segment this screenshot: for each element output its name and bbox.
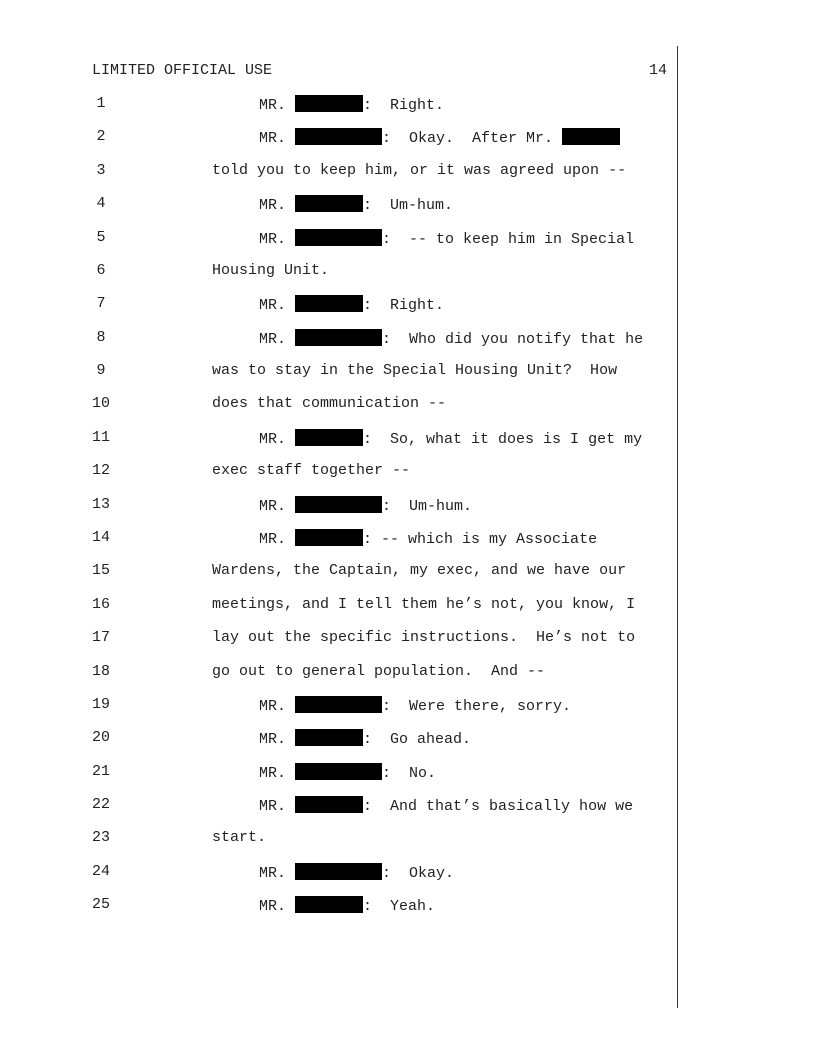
speaker-line [259,329,643,348]
redacted-name [295,229,382,246]
redacted-name [295,863,382,880]
transcript-line [0,162,680,182]
line-number: 24 [91,862,110,880]
speaker-separator: : [363,97,391,114]
line-number: 17 [91,629,110,647]
speaker-title: MR. [259,697,296,715]
speaker-line [259,863,454,882]
speech-text: -- which is my Associate [381,530,598,548]
line-number: 13 [91,495,110,513]
line-number: 1 [96,95,106,112]
redacted-name [295,896,363,913]
transcript-line [0,195,680,215]
speaker-title: MR. [259,97,296,114]
continuation-text: Housing Unit. [212,261,330,279]
line-number: 2 [96,128,106,146]
continuation-text: does that communication -- [212,395,447,413]
speaker-title: MR. [259,864,296,882]
transcript-line [0,128,680,148]
speaker-separator: : [382,130,410,148]
transcript-line [0,529,680,549]
line-number: 19 [91,695,110,713]
line-number: 5 [96,228,106,246]
speaker-separator: : [382,330,410,348]
speaker-title: MR. [259,297,296,315]
speech-text: Okay. After Mr. [409,130,563,148]
speaker-title: MR. [259,798,296,815]
line-number: 12 [91,462,110,480]
redacted-name [295,429,363,446]
redacted-name [295,95,363,112]
line-number: 3 [96,161,106,179]
speaker-title: MR. [259,731,296,749]
line-number: 22 [91,796,110,813]
speaker-line [259,763,436,782]
continuation-text: exec staff together -- [212,462,411,480]
transcript-line [0,395,680,415]
speech-text: Were there, sorry. [409,697,572,715]
speaker-separator: : [382,497,410,515]
transcript-line [0,596,680,616]
speaker-separator: : [363,430,391,448]
speech-text: -- to keep him in Special [409,230,635,248]
speaker-line [259,95,444,114]
speaker-line [259,896,435,915]
line-number: 11 [91,428,110,446]
speaker-title: MR. [259,898,296,916]
transcript-line [0,896,680,916]
line-number: 9 [96,362,106,379]
speaker-separator: : [382,764,410,782]
continuation-text: lay out the specific instructions. He’s not to [212,629,636,647]
redacted-name [295,796,363,813]
line-number: 18 [91,662,110,680]
speaker-title: MR. [259,430,296,448]
speaker-line [259,529,597,548]
speaker-separator: : [382,697,410,715]
transcript-line [0,696,680,716]
transcript-line [0,863,680,883]
speaker-separator: : [363,798,391,815]
speaker-title: MR. [259,197,296,215]
line-number: 15 [91,562,110,580]
transcript-line [0,229,680,249]
speaker-title: MR. [259,530,296,548]
speech-text: No. [409,764,437,782]
redacted-name [562,128,620,145]
continuation-text: start. [212,829,267,847]
line-number: 16 [91,595,110,613]
speaker-line [259,696,571,715]
speaker-line [259,729,471,748]
speaker-line [259,229,634,248]
transcript-line [0,362,680,382]
line-number: 8 [96,328,106,346]
speaker-line [259,429,642,448]
speaker-separator: : [363,297,391,315]
line-number: 6 [96,261,106,279]
continuation-text: told you to keep him, or it was agreed upon -- [212,161,627,179]
redacted-name [295,696,382,713]
speaker-title: MR. [259,764,296,782]
transcript-line [0,95,680,115]
speaker-separator: : [363,197,391,215]
continuation-text: Wardens, the Captain, my exec, and we have our [212,562,627,580]
redacted-name [295,763,382,780]
line-number: 25 [91,896,110,914]
transcript-line [0,729,680,749]
speech-text: Yeah. [390,898,436,916]
speaker-separator: : [363,530,382,548]
speaker-separator: : [363,898,391,916]
speaker-title: MR. [259,130,296,148]
line-number: 4 [96,195,106,213]
transcript-line [0,262,680,282]
speaker-line [259,128,620,147]
speaker-separator: : [363,731,391,749]
redacted-name [295,295,363,312]
continuation-text: meetings, and I tell them he’s not, you know, I [212,595,636,613]
speech-text: Um-hum. [409,497,473,515]
line-number: 14 [91,528,110,546]
line-number: 7 [96,295,106,313]
page-number: 14 [648,62,667,79]
speaker-line [259,295,444,314]
transcript-line [0,562,680,582]
speaker-line [259,496,472,515]
continuation-text: was to stay in the Special Housing Unit? How [212,362,618,379]
speaker-title: MR. [259,230,296,248]
speech-text: Right. [390,97,445,114]
speech-text: So, what it does is I get my [390,430,643,448]
line-number: 10 [91,395,110,413]
transcript-line [0,429,680,449]
speech-text: Okay. [409,864,455,882]
speech-text: Um-hum. [390,197,454,215]
line-number: 23 [91,829,110,847]
transcript-line [0,796,680,816]
speech-text: Who did you notify that he [409,330,644,348]
transcript-line [0,462,680,482]
classification-header: LIMITED OFFICIAL USE [92,62,273,79]
transcript-line [0,295,680,315]
speech-text: Right. [390,297,445,315]
transcript-line [0,829,680,849]
speaker-title: MR. [259,497,296,515]
redacted-name [295,195,363,212]
speech-text: Go ahead. [390,731,472,749]
speaker-line [259,796,633,815]
transcript-line [0,629,680,649]
transcript-line [0,663,680,683]
redacted-name [295,496,382,513]
transcript-line [0,496,680,516]
transcript-line [0,329,680,349]
line-number: 21 [91,762,110,780]
speaker-line [259,195,453,214]
redacted-name [295,729,363,746]
speaker-title: MR. [259,330,296,348]
redacted-name [295,329,382,346]
speech-text: And that’s basically how we [390,798,634,815]
speaker-separator: : [382,230,410,248]
continuation-text: go out to general population. And -- [212,662,546,680]
redacted-name [295,529,363,546]
redacted-name [295,128,382,145]
transcript-line [0,763,680,783]
line-number: 20 [91,729,110,747]
speaker-separator: : [382,864,410,882]
